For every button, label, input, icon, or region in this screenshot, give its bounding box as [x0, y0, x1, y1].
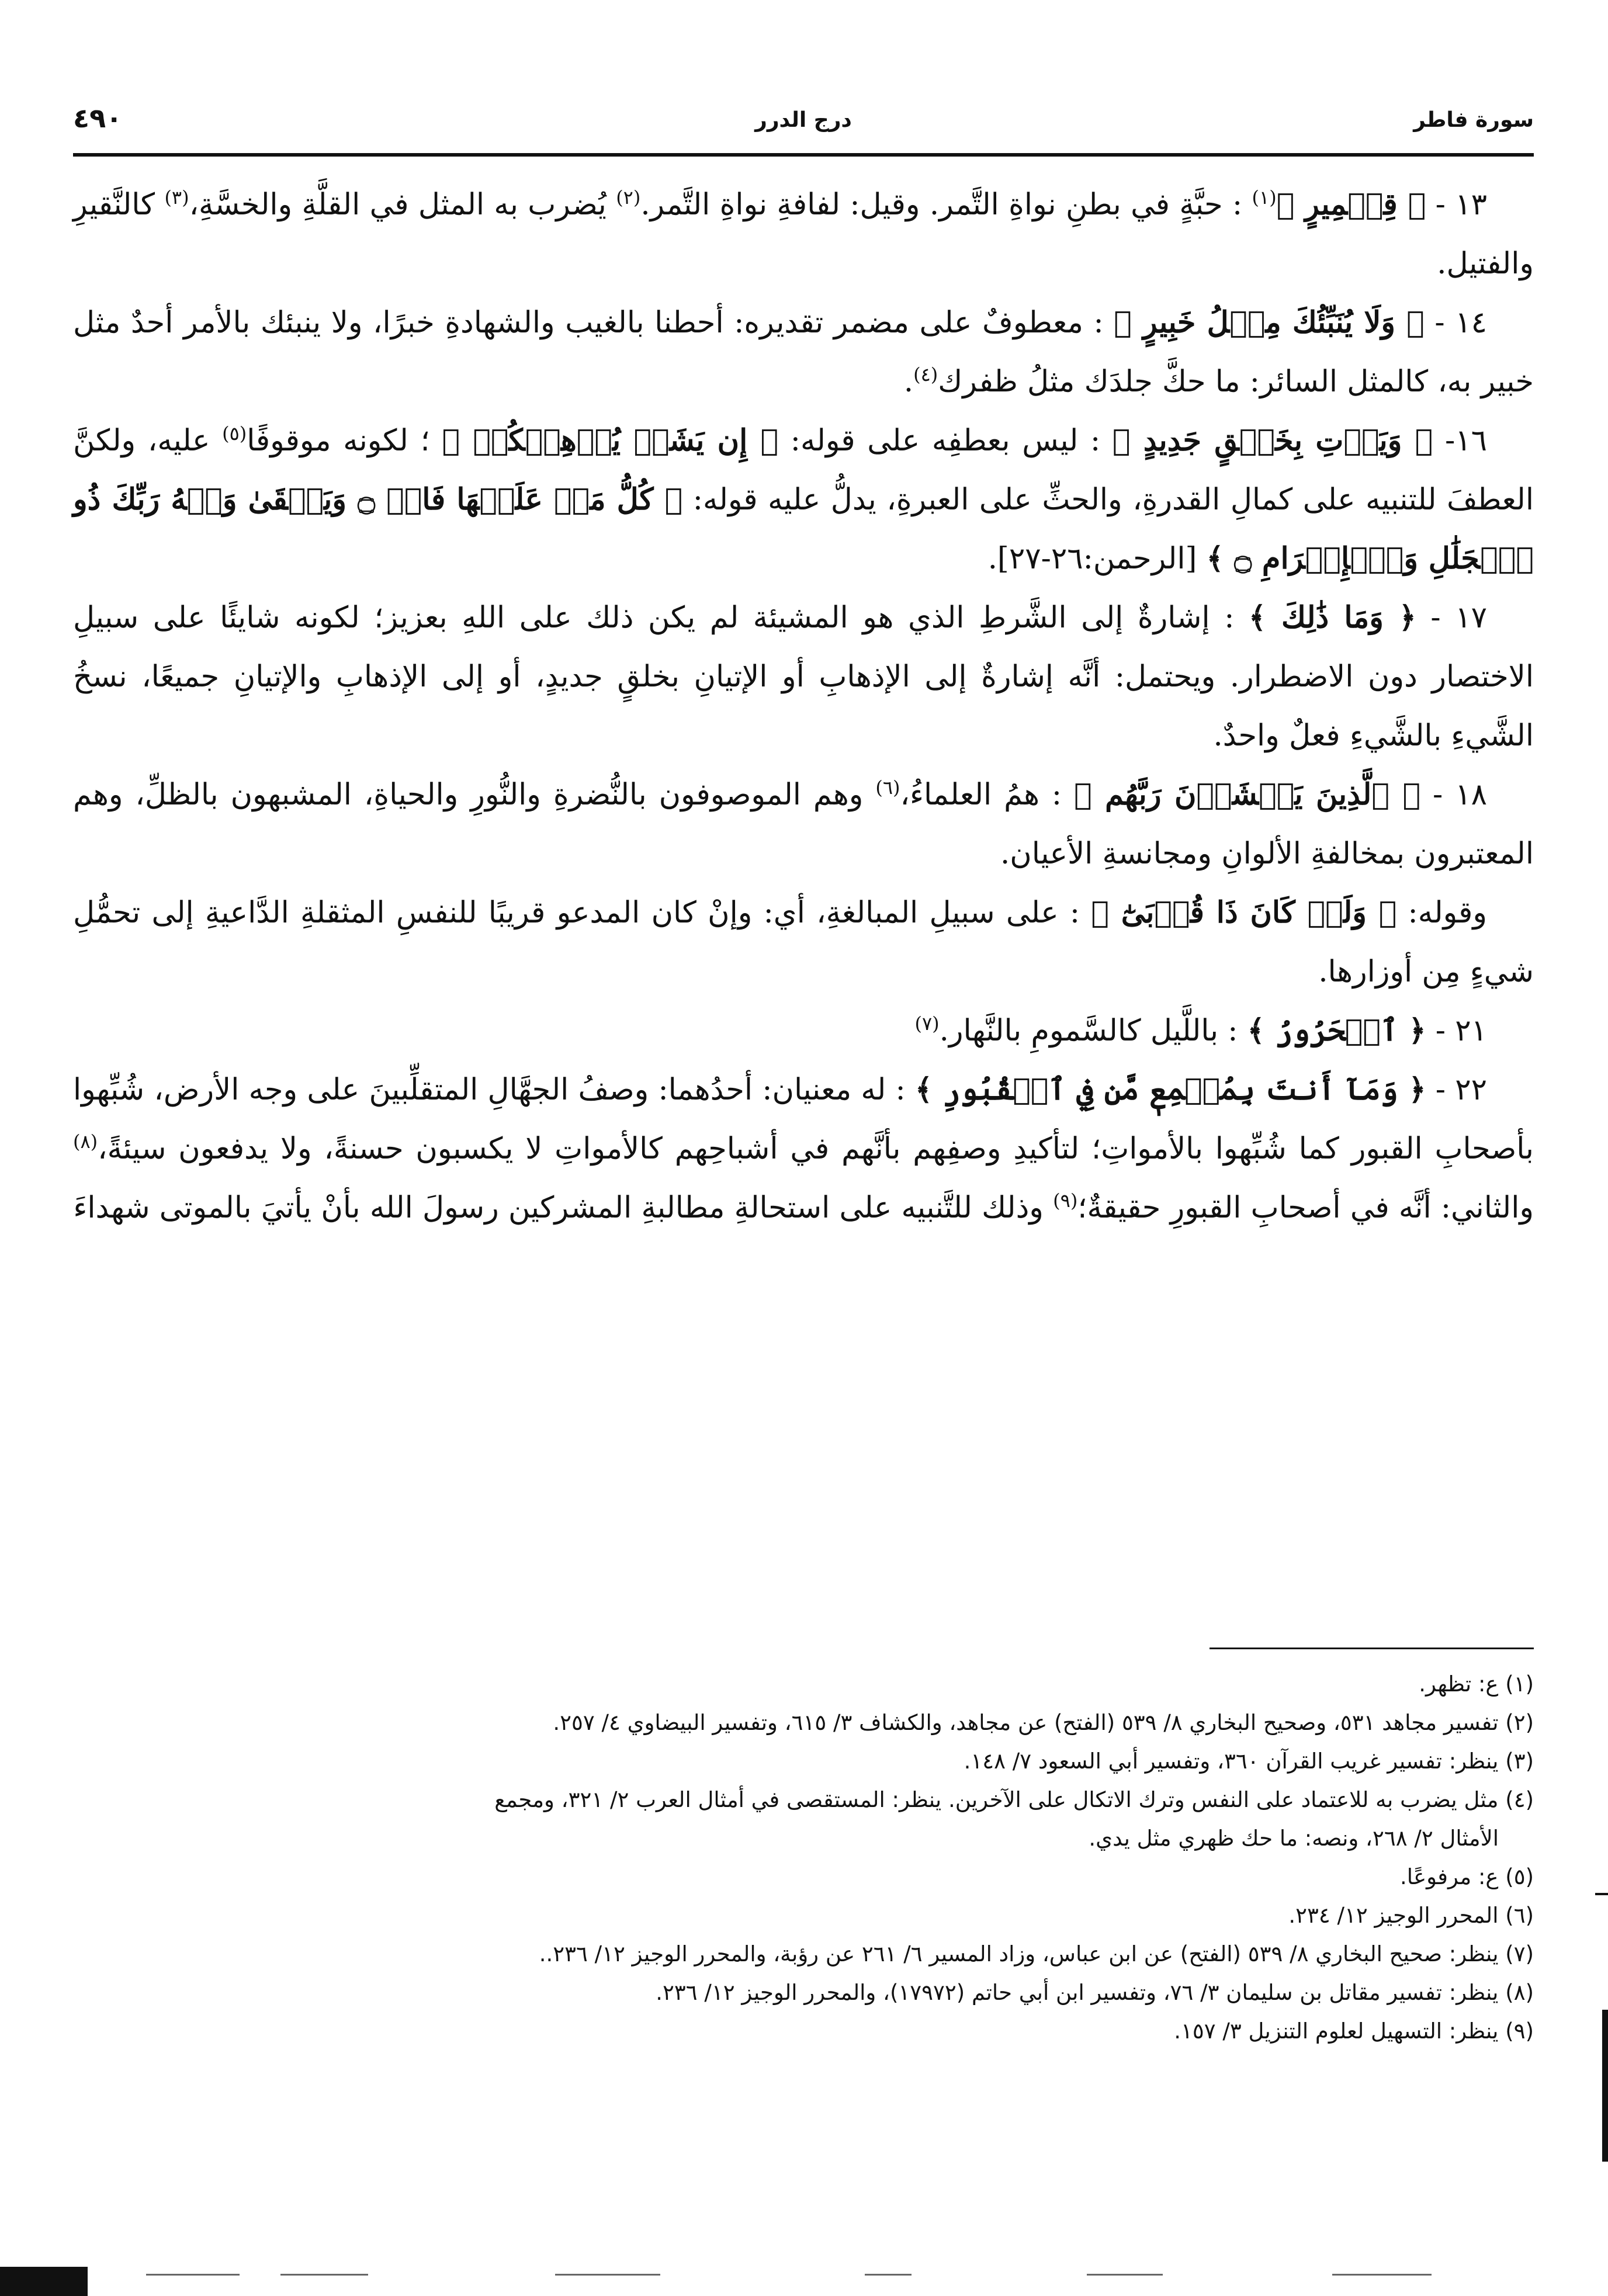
quran-quote: ﴿ وَمَا ذَٰلِكَ ﴾ [1248, 600, 1416, 635]
commentary-paragraph [73, 765, 1534, 883]
commentary-paragraph [73, 1001, 1534, 1060]
scan-corner-mark [0, 2267, 88, 2296]
footnote-separator [1210, 1648, 1534, 1649]
running-header [73, 102, 1534, 149]
commentary-text: . [903, 365, 914, 399]
commentary-text: : معطوفٌ على مضمر تقديره: أحطنا بالغيب والشهادةِ خبرًا، ولا ينبئك بالأمر أحدٌ مثل خبير به، كالمثل السائر: ما حكَّ جلدَك مثلُ ظفرك [73, 306, 1534, 399]
footnote-marker: (٩) [1053, 1189, 1078, 1212]
commentary-text: يُضرب به المثل في القلَّةِ والخسَّةِ، [189, 188, 616, 222]
footnote-marker: (٢) [616, 186, 641, 209]
commentary-text: وقوله: [1396, 896, 1487, 930]
commentary-text: : له معنيان: أحدُهما: وصفُ الجهَّالِ المتقلِّبينَ على وجه الأرض، شُبِّهوا بأصحابِ القبور كما شُبِّهوا بالأمواتِ؛ لتأكيدِ وصفِهم بأنَّهم في أشباحِهم كالأمواتِ لا يكسبون حسنةً، ولا يدفعون سيئةً، [73, 1073, 1534, 1166]
verse-number: ٢٢ - [1426, 1073, 1488, 1107]
scan-dash [1332, 2274, 1432, 2276]
header-rule [73, 153, 1534, 157]
verse-number: ١٧ - [1416, 601, 1488, 635]
header-book-title: درج الدرر [755, 108, 852, 132]
footnote-marker: (٤) [913, 363, 938, 386]
commentary-text: [الرحمن:٢٦-٢٧]. [987, 542, 1207, 576]
commentary-paragraph [73, 293, 1534, 411]
scan-dash [865, 2274, 912, 2276]
quran-quote: ﴿ وَمَآ أَنتَ بِمُسۡمِعٖ مَّن فِي ٱلۡقُبُورِ ﴾ [915, 1072, 1426, 1107]
commentary-text: ؛ لكونه موقوفًا [247, 424, 442, 458]
verse-number: ٢١ - [1426, 1014, 1487, 1048]
footnote: (١) ع: تظهر. [1419, 1671, 1534, 1697]
verse-number: ١٨ - [1420, 778, 1488, 812]
quran-quote: ﴿ وَلَوۡ كَانَ ذَا قُرۡبَىٰٓ ﴾ [1091, 895, 1397, 930]
commentary-text: : على سبيلِ المبالغةِ، أي: وإنْ كان المدعو قريبًا للنفسِ المثقلةِ الدَّاعيةِ إلى تحمُّلِ شيءٍ مِن أوزارها. [73, 896, 1534, 989]
quran-quote: ﴿ ٱلَّذِينَ يَخۡشَوۡنَ رَبَّهُم ﴾ [1074, 777, 1421, 812]
footnote: (٧) ينظر: صحيح البخاري ٨/ ٥٣٩ (الفتح) عن ابن عباس، وزاد المسير ٦/ ٢٦١ عن رؤبة، والمحرر الوجيز ١٢/ ٢٣٦.. [539, 1941, 1534, 1966]
scan-edge-mark [1595, 1893, 1608, 1895]
commentary-text: وذلك للتَّنبيه على استحالةِ مطالبةِ المشركين رسولَ الله بأنْ يأتيَ بالموتى شهداءَ [73, 1191, 1053, 1225]
footnote-marker: (٨) [73, 1130, 98, 1153]
footnote: (٩) ينظر: التسهيل لعلوم التنزيل ٣/ ١٥٧. [1174, 2018, 1534, 2044]
commentary-text: والثاني: أنَّه في أصحابِ القبورِ حقيقةٌ؛ [1077, 1191, 1534, 1225]
footnote-marker: (٣) [164, 186, 189, 209]
footnote: (٨) ينظر: تفسير مقاتل بن سليمان ٣/ ٧٦، وتفسير ابن أبي حاتم (١٧٩٧٢)، والمحرر الوجيز ١٢/ ٢٣٦. [656, 1980, 1534, 2005]
header-surah-title: سورة فاطر [1413, 108, 1534, 132]
footnotes [73, 1665, 1534, 2051]
commentary-text: : همُ العلماءُ، [900, 778, 1075, 812]
scan-dash [146, 2274, 240, 2276]
quran-quote: ﴿ ٱلۡحَرُورُ ﴾ [1247, 1013, 1426, 1048]
verse-number: ١٦- [1433, 424, 1487, 458]
verse-number: ١٤ - [1424, 306, 1487, 340]
commentary-text: عليه، ولكنَّ العطفَ للتنبيه على كمالِ القدرةِ، والحثِّ على العبرةِ، يدلُّ عليه قوله: [73, 424, 1534, 517]
commentary-text: : باللَّيل كالسَّمومِ بالنَّهار. [939, 1014, 1247, 1048]
footnote-marker: (١) [1252, 186, 1277, 209]
footnote: (٦) المحرر الوجيز ١٢/ ٢٣٤. [1288, 1903, 1534, 1928]
footnote: (٣) ينظر: تفسير غريب القرآن ٣٦٠، وتفسير أبي السعود ٧/ ١٤٨. [964, 1749, 1534, 1774]
commentary-paragraph [73, 1060, 1534, 1237]
quran-quote: ﴿ وَيَأۡتِ بِخَلۡقٍ جَدِيدٍ ﴾ [1112, 423, 1433, 458]
scan-dash [555, 2274, 660, 2276]
scan-dash [280, 2274, 368, 2276]
footnote: (٥) ع: مرفوعًا. [1400, 1864, 1534, 1889]
scan-dash [1087, 2274, 1163, 2276]
footnote-marker: (٧) [914, 1012, 940, 1035]
quran-quote: ﴿ كُلُّ مَنۡ عَلَيۡهَا فَانٖ ۝ وَيَبۡقَىٰ وَجۡهُ رَبِّكَ ذُو ٱلۡجَلَٰلِ وَٱلۡإِكۡرَامِ ۝ ﴾ [73, 482, 1534, 576]
main-text [73, 175, 1534, 1237]
page-number: ٤٩٠ [73, 102, 123, 134]
quran-quote: ﴿ قِطۡمِيرٍ ﴾ [1276, 187, 1426, 222]
commentary-paragraph [73, 588, 1534, 765]
commentary-paragraph [73, 411, 1534, 588]
footnote: الأمثال ٢/ ٢٦٨، ونصه: ما حك ظهري مثل يدي. [1089, 1826, 1499, 1851]
footnote-marker: (٥) [222, 422, 247, 445]
commentary-text: : إشارةٌ إلى الشَّرطِ الذي هو المشيئة لم يكن ذلك على اللهِ بعزيز؛ لكونه شايئًا على سبيلِ الاختصار دون الاضطرار. ويحتمل: أنَّه إشارةٌ إلى الإذهابِ أو الإتيانِ بخلقٍ جديدٍ، أو إلى الإذهابِ والإتيانِ جميعًا، نسخُ الشَّيءِ بالشَّيءِ فعلٌ واحدٌ. [73, 601, 1534, 753]
commentary-paragraph [73, 175, 1534, 293]
quran-quote: ﴿ وَلَا يُنَبِّئُكَ مِثۡلُ خَبِيرٍ ﴾ [1114, 305, 1425, 340]
commentary-text: : حبَّةٍ في بطنِ نواةِ التَّمر. وقيل: لفافةِ نواةِ التَّمر. [640, 188, 1252, 222]
commentary-paragraph [73, 883, 1534, 1001]
footnote: (٤) مثل يضرب به للاعتماد على النفس وترك الاتكال على الآخرين. ينظر: المستقصى في أمثال العرب ٢/ ٣٢١، ومجمع [494, 1787, 1534, 1812]
verse-number: ١٣ - [1426, 188, 1488, 222]
scan-edge-bar [1602, 2010, 1608, 2162]
commentary-text: كالنَّقيرِ والفتيل. [73, 188, 1534, 281]
footnote-marker: (٦) [875, 776, 900, 799]
commentary-text: : ليس بعطفِه على قوله: [778, 424, 1113, 458]
commentary-text: وهم الموصوفون بالنُّضرةِ والنُّورِ والحياةِ، المشبهون بالظلِّ، وهم المعتبرون بمخالفةِ الألوانِ ومجانسةِ الأعيان. [73, 778, 1534, 871]
quran-quote: ﴿ إِن يَشَأۡ يُذۡهِبۡكُمۡ ﴾ [442, 423, 779, 458]
footnote: (٢) تفسير مجاهد ٥٣١، وصحيح البخاري ٨/ ٥٣٩ (الفتح) عن مجاهد، والكشاف ٣/ ٦١٥، وتفسير البيضاوي ٤/ ٢٥٧. [553, 1710, 1534, 1735]
